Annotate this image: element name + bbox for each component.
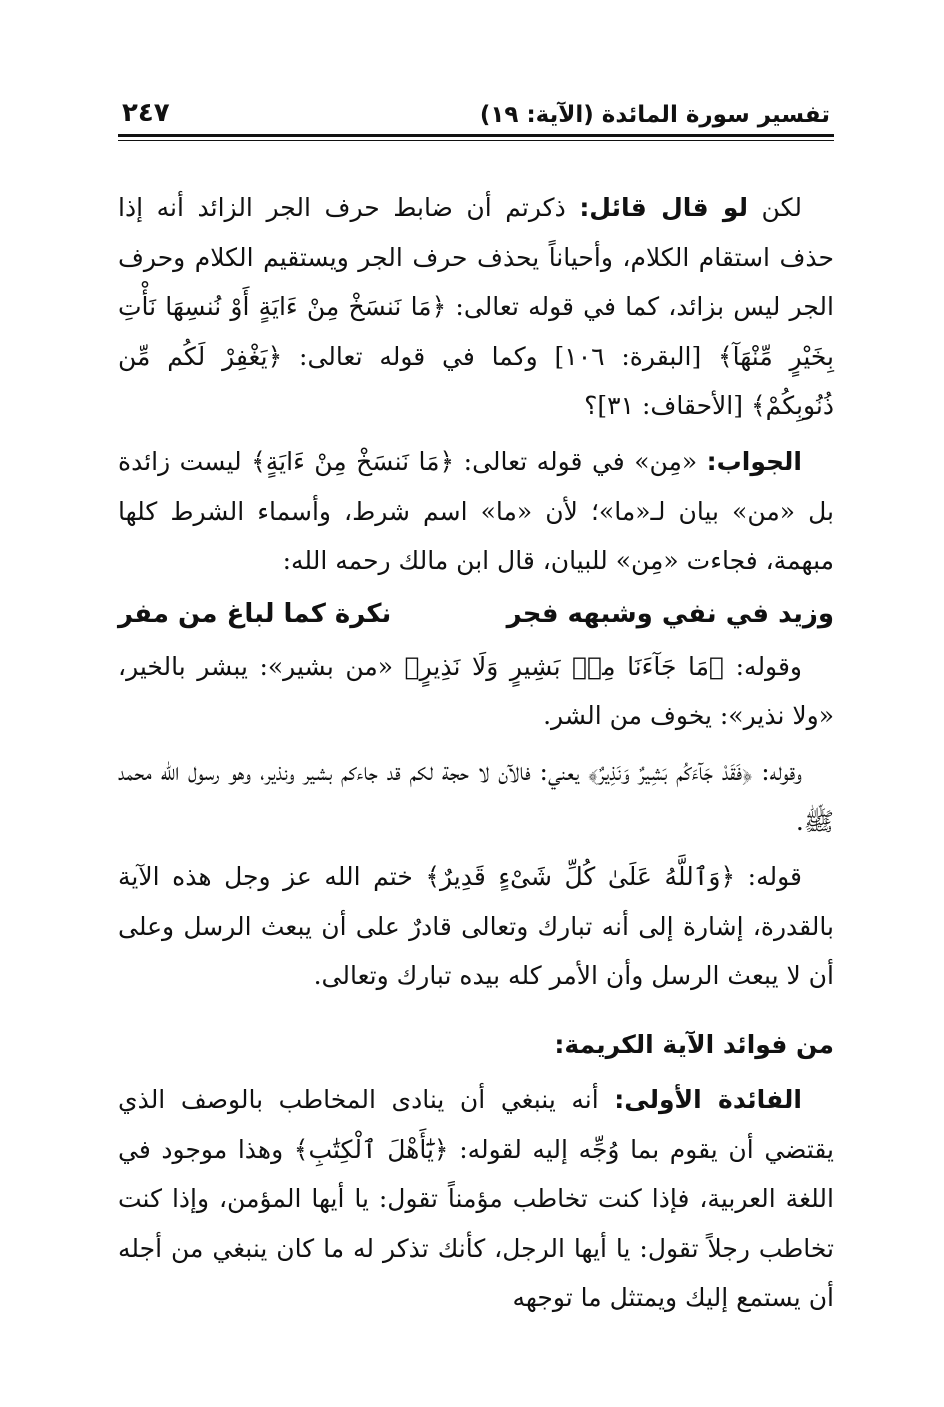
paragraph-text: أنه ينبغي أن ينادى المخاطب بالوصف الذي يقتضي أن يقوم بما وُجِّه إليه لقوله: ﴿يَٰٓأَهْلَ ٱلْكِتَٰبِ﴾ وهذا موجود في اللغة العربية، فإذا كنت تخاطب مؤمناً تقول: يا أيها المؤمن، وإذا كنت تخاطب رجلاً تقول: يا أيها الرجل، كأنك تذكر له ما كان ينبغي من أجله أن يستمع إليك ويمتثل ما توجهه bbox=[118, 1084, 834, 1313]
section-heading: من فوائد الآية الكريمة: bbox=[554, 1029, 834, 1059]
page-number: ٢٤٧ bbox=[122, 98, 170, 128]
paragraph-bashir: وقوله: ﴿مَا جَآءَنَا مِنۢ بَشِيرٍ وَلَا نَذِيرٍ﴾ «من بشير»: يبشر بالخير، «ولا نذير»: يخوف من الشر. bbox=[118, 651, 834, 731]
paragraph-lead: الجواب: bbox=[706, 446, 802, 476]
paragraph-qadir: قوله: ﴿وَٱللَّهُ عَلَىٰ كُلِّ شَىْءٍ قَدِيرٌ﴾ ختم الله عز وجل هذه الآية بالقدرة، إشارة إلى أنه تبارك وتعالى قادرٌ على أن يبعث الرسل وعلى أن لا يبعث الرسل وأن الأمر كله بيده تبارك وتعالى. bbox=[118, 862, 834, 991]
verse-second-hemistich: نكرة كما لباغ من مفر bbox=[118, 598, 392, 629]
page-body bbox=[118, 183, 834, 1323]
paragraph-lead: لو قال قائل: bbox=[579, 193, 748, 222]
verse-first-hemistich: وزيد في نفي وشبهه فجر bbox=[506, 598, 834, 629]
paragraph-first-benefit bbox=[118, 1075, 834, 1323]
paragraph-text: «مِن» في قوله تعالى: ﴿مَا نَنسَخْ مِنْ ءَايَةٍ﴾ ليست زائدة بل «من» بيان لـ«ما»؛ لأن «ما» اسم شرط، وأسماء الشرط كلها مبهمة، فجاءت «مِن» للبيان، قال ابن مالك رحمه الله: bbox=[118, 446, 834, 576]
paragraph-text: ذكرتم أن ضابط حرف الجر الزائد أنه إذا حذف استقام الكلام، وأحياناً يحذف حرف الجر ويستقيم الكلام وحرف الجر ليس بزائد، كما في قوله تعالى: ﴿مَا نَنسَخْ مِنْ ءَايَةٍ أَوْ نُنسِهَا نَأْتِ بِخَيْرٍ مِّنْهَآ﴾ [البقرة: ١٠٦] وكما في قوله تعالى: ﴿يَغْفِرْ لَكُم مِّن ذُنُوبِكُمْ﴾ [الأحقاف: ٣١]؟ bbox=[118, 193, 835, 421]
paragraph-question bbox=[118, 183, 834, 431]
paragraph-lead: الفائدة الأولى: bbox=[614, 1084, 802, 1114]
page-header bbox=[118, 88, 834, 128]
book-page bbox=[118, 88, 834, 1329]
paragraph-answer bbox=[118, 437, 834, 586]
poetry-verse bbox=[118, 592, 834, 636]
header-rule bbox=[118, 134, 834, 141]
running-title: تفسير سورة المائدة (الآية: ١٩) bbox=[479, 102, 830, 128]
paragraph-faqad: وقوله: ﴿فَقَدْ جَآءَكُم بَشِيرٌ وَنَذِيرٌ﴾ يعني: فالآن لا حجة لكم قد جاءكم بشير ونذير، وهو رسول الله محمد ﷺ. bbox=[118, 756, 834, 836]
paragraph-prefix: لكن bbox=[747, 193, 803, 222]
